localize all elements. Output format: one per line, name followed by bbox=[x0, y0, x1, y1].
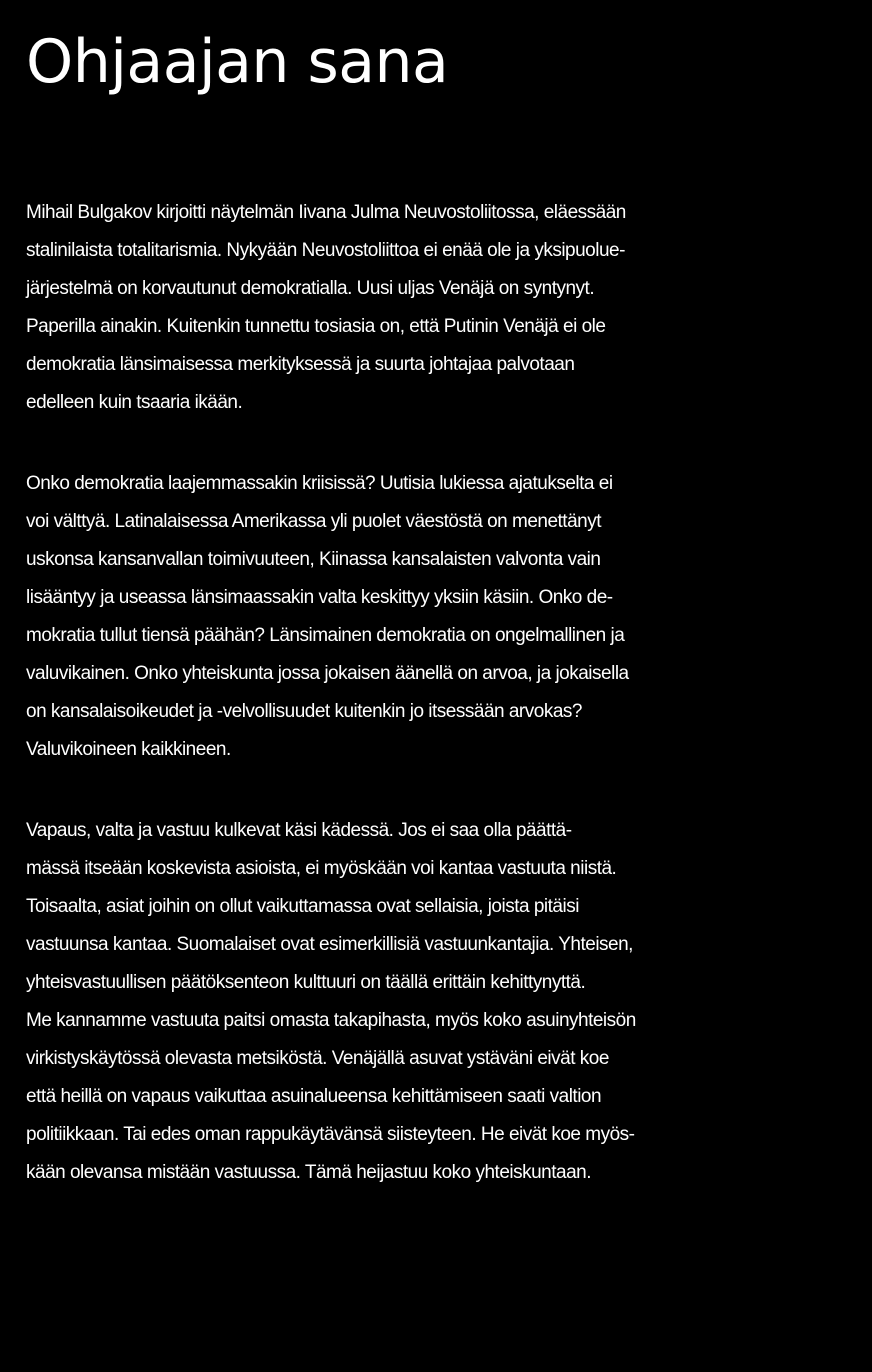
body-text bbox=[26, 194, 846, 1192]
text-line: mokratia tullut tiensä päähän? Länsimainen demokratia on ongelmallinen ja bbox=[26, 625, 625, 646]
text-line: vastuunsa kantaa. Suomalaiset ovat esimerkillisiä vastuunkantajia. Yhteisen, bbox=[26, 934, 633, 955]
text-line: Toisaalta, asiat joihin on ollut vaikuttamassa ovat sellaisia, joista pitäisi bbox=[26, 896, 579, 917]
text-line: mässä itseään koskevista asioista, ei myöskään voi kantaa vastuuta niistä. bbox=[26, 858, 617, 879]
text-line: Mihail Bulgakov kirjoitti näytelmän Iivana Julma Neuvostoliitossa, eläessään bbox=[26, 202, 626, 223]
paragraph-3 bbox=[26, 812, 846, 1192]
text-line: uskonsa kansanvallan toimivuuteen, Kiinassa kansalaisten valvonta vain bbox=[26, 549, 601, 570]
text-line: valuvikainen. Onko yhteiskunta jossa jokaisen äänellä on arvoa, ja jokaisella bbox=[26, 663, 629, 684]
text-line: on kansalaisoikeudet ja -velvollisuudet kuitenkin jo itsessään arvokas? bbox=[26, 701, 582, 722]
text-line: politiikkaan. Tai edes oman rappukäytävänsä siisteyteen. He eivät koe myös- bbox=[26, 1124, 635, 1145]
text-line: voi välttyä. Latinalaisessa Amerikassa yli puolet väestöstä on menettänyt bbox=[26, 511, 601, 532]
text-line: että heillä on vapaus vaikuttaa asuinalueensa kehittämiseen saati valtion bbox=[26, 1086, 602, 1107]
text-line: Vapaus, valta ja vastuu kulkevat käsi kädessä. Jos ei saa olla päättä- bbox=[26, 820, 572, 841]
text-line: järjestelmä on korvautunut demokratialla. Uusi uljas Venäjä on syntynyt. bbox=[26, 278, 595, 299]
text-line: stalinilaista totalitarismia. Nykyään Neuvostoliittoa ei enää ole ja yksipuolue- bbox=[26, 240, 625, 261]
document-page bbox=[26, 22, 846, 1235]
text-line: Paperilla ainakin. Kuitenkin tunnettu tosiasia on, että Putinin Venäjä ei ole bbox=[26, 316, 606, 337]
text-line: virkistyskäytössä olevasta metsiköstä. Venäjällä asuvat ystäväni eivät koe bbox=[26, 1048, 609, 1069]
paragraph-1 bbox=[26, 194, 846, 422]
page-title: Ohjaajan sana bbox=[26, 27, 449, 97]
text-line: lisääntyy ja useassa länsimaassakin valta keskittyy yksiin käsiin. Onko de- bbox=[26, 587, 613, 608]
paragraph-2 bbox=[26, 465, 846, 769]
text-line: demokratia länsimaisessa merkityksessä ja suurta johtajaa palvotaan bbox=[26, 354, 575, 375]
text-line: edelleen kuin tsaaria ikään. bbox=[26, 392, 243, 413]
text-line: Valuvikoineen kaikkineen. bbox=[26, 739, 231, 760]
text-line: Onko demokratia laajemmassakin kriisissä? Uutisia lukiessa ajatukselta ei bbox=[26, 473, 613, 494]
text-line: kään olevansa mistään vastuussa. Tämä heijastuu koko yhteiskuntaan. bbox=[26, 1162, 591, 1183]
text-line: yhteisvastuullisen päätöksenteon kulttuuri on täällä erittäin kehittynyttä. bbox=[26, 972, 586, 993]
text-line: Me kannamme vastuuta paitsi omasta takapihasta, myös koko asuinyhteisön bbox=[26, 1010, 636, 1031]
